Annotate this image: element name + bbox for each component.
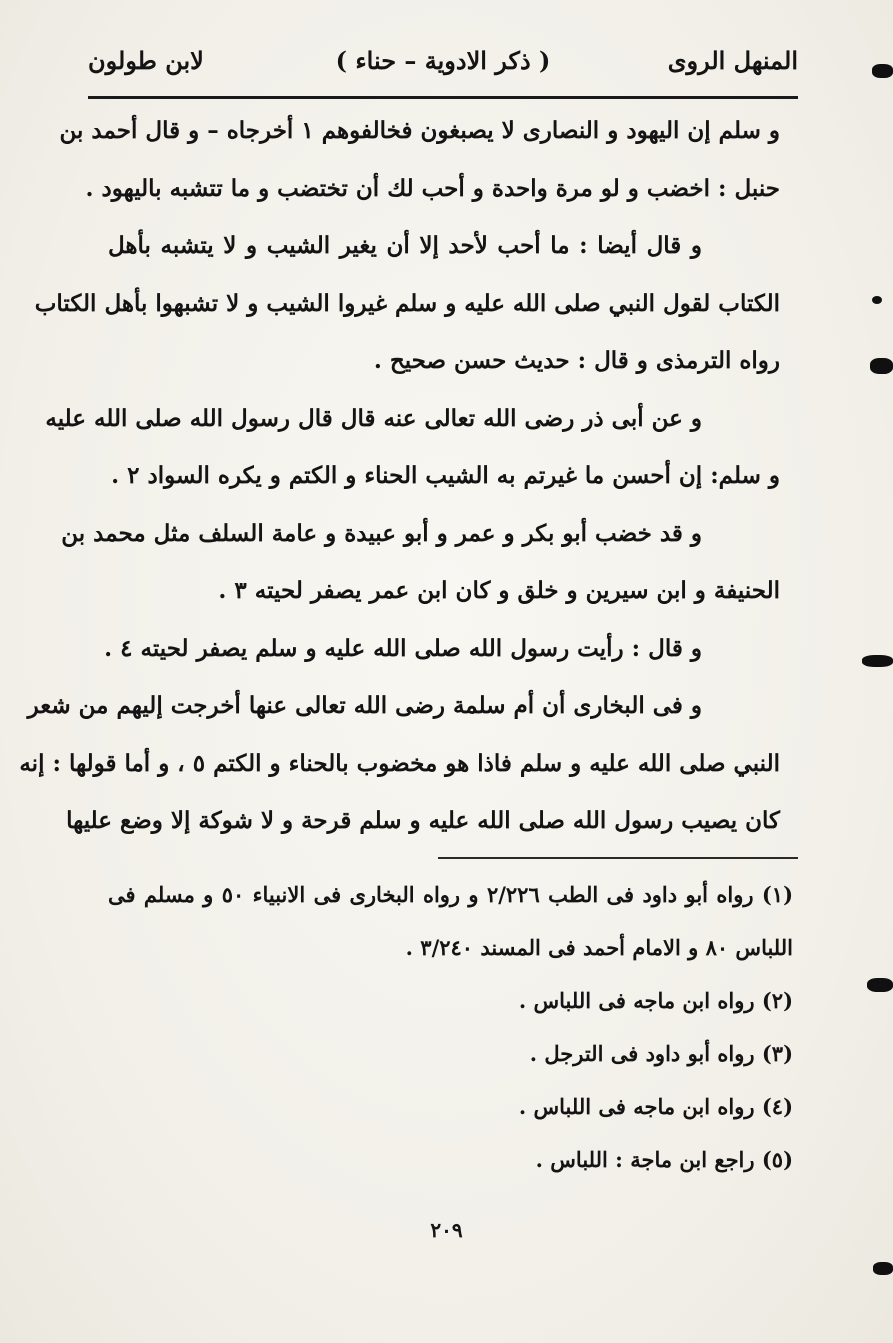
footnote-line: (٤) رواه ابن ماجه فى اللباس .: [518, 1094, 793, 1119]
text-line: كان يصيب رسول الله صلى الله عليه و سلم قرحة و لا شوكة إلا وضع عليها: [66, 807, 780, 834]
text-line: الكتاب لقول النبي صلى الله عليه و سلم غيروا الشيب و لا تشبهوا بأهل الكتاب: [34, 289, 780, 317]
scan-artifact: [872, 296, 882, 304]
header-rule: [88, 96, 798, 99]
text-line: و عن أبى ذر رضى الله تعالى عنه قال قال رسول الله صلى الله عليه: [45, 404, 702, 432]
author-name: لابن طولون: [88, 46, 204, 75]
text-line: الحنيفة و ابن سيرين و خلق و كان ابن عمر يصفر لحيته ٣ .: [218, 577, 780, 604]
footnote-line: اللباس ٨٠ و الامام أحمد فى المسند ٣/٢٤٠ .: [405, 935, 793, 960]
text-line: رواه الترمذى و قال : حديث حسن صحيح .: [373, 347, 780, 374]
text-line: و فى البخارى أن أم سلمة رضى الله تعالى عنها أخرجت إليهم من شعر: [27, 692, 702, 719]
book-title: المنهل الروى: [667, 46, 798, 75]
footnote-line: (٥) راجع ابن ماجة : اللباس .: [535, 1147, 793, 1172]
scan-artifact: [870, 358, 893, 374]
scan-artifact: [862, 655, 893, 667]
footnotes: [108, 868, 793, 1186]
footnote-rule: [438, 857, 798, 859]
footnote-line: (١) رواه أبو داود فى الطب ٢/٢٢٦ و رواه البخارى فى الانبياء ٥٠ و مسلم فى: [108, 882, 794, 907]
text-line: و سلم إن اليهود و النصارى لا يصبغون فخالفوهم ١ أخرجاه – و قال أحمد بن: [59, 117, 780, 144]
text-line: و قد خضب أبو بكر و عمر و أبو عبيدة و عامة السلف مثل محمد بن: [61, 519, 702, 547]
main-text: [19, 102, 780, 850]
text-line: حنبل : اخضب و لو مرة واحدة و أحب لك أن تختضب و ما تتشبه باليهود .: [85, 174, 780, 202]
text-line: النبي صلى الله عليه و سلم فاذا هو مخضوب بالحناء و الكتم ٥ ، و أما قولها : إنه: [19, 749, 780, 777]
text-line: و قال أيضا : ما أحب لأحد إلا أن يغير الشيب و لا يتشبه بأهل: [108, 232, 702, 259]
scan-artifact: [873, 1262, 893, 1275]
section-title: ( ذكر الادوية – حناء ): [335, 46, 551, 75]
text-line: و سلم: إن أحسن ما غيرتم به الشيب الحناء و الكتم و يكره السواد ٢ .: [111, 462, 780, 489]
page-number: ٢٠٩: [430, 1218, 463, 1242]
scan-artifact: [872, 64, 893, 78]
running-header: [88, 40, 798, 84]
footnote-line: (٣) رواه أبو داود فى الترجل .: [529, 1041, 793, 1066]
text-line: و قال : رأيت رسول الله صلى الله عليه و سلم يصفر لحيته ٤ .: [104, 634, 702, 662]
scan-artifact: [867, 978, 893, 992]
footnote-line: (٢) رواه ابن ماجه فى اللباس .: [518, 988, 793, 1013]
